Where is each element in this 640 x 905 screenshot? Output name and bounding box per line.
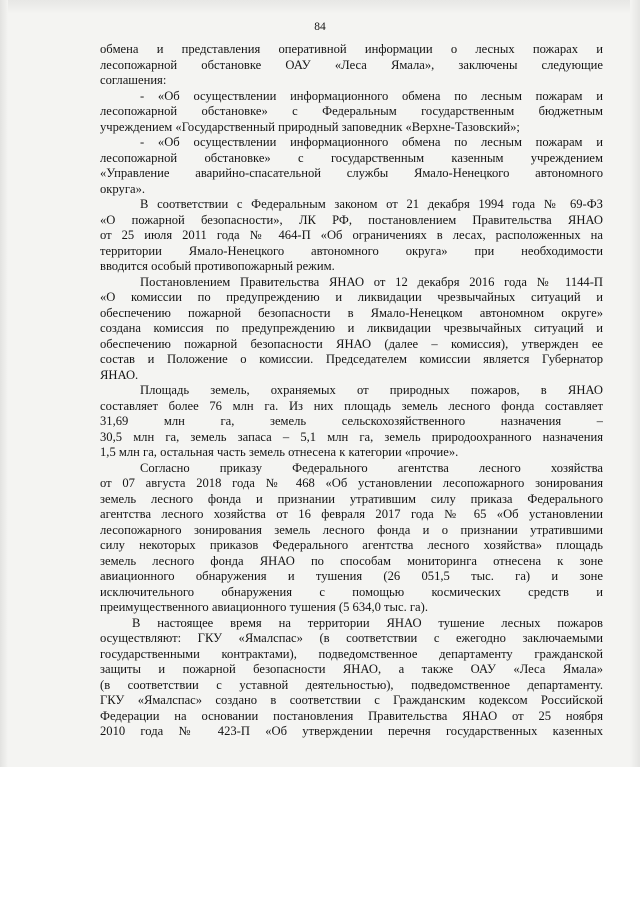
document-body xyxy=(100,42,603,740)
text-line: обеспечению пожарной безопасности в Ямало-Ненецком автономном округе» xyxy=(100,305,603,320)
text-line: преимущественного авиационного тушения (5 634,0 тыс. га). xyxy=(100,600,428,614)
paragraph-agreement-rescue-service xyxy=(100,135,603,197)
paragraph-commission xyxy=(100,275,603,384)
text-line: В настоящее время на территории ЯНАО тушение лесных пожаров xyxy=(132,615,603,630)
text-line: ГКУ «Ямалспас» создано в соответствии с Гражданским кодексом Российской xyxy=(100,693,603,707)
text-line: создана комиссия по предупреждению и ликвидации чрезвычайных ситуаций и xyxy=(100,321,603,335)
text-line: лесопожарной обстановке ОАУ «Леса Ямала», заключены следующие xyxy=(100,57,603,72)
text-line: земель лесного фонда и признании утратившим силу приказа Федерального xyxy=(100,491,603,506)
text-line: от 25 июля 2011 года № 464-П «Об ограничениях в лесах, расположенных на xyxy=(100,228,603,242)
text-line: составляет более 76 млн га. Из них площадь земель лесного фонда составляет xyxy=(100,398,603,413)
text-line: 30,5 млн га, земель запаса – 5,1 млн га, земель природоохранного назначения xyxy=(100,429,603,444)
text-line: государственными контрактами), подведомственное департаменту гражданской xyxy=(100,646,603,661)
text-line: состав и Положение о комиссии. Председателем комиссии является Губернатор xyxy=(100,352,603,366)
text-line: «О комиссии по предупреждению и ликвидации чрезвычайных ситуаций и xyxy=(100,290,603,304)
text-line: защиты и пожарной безопасности ЯНАО, а также ОАУ «Леса Ямала» xyxy=(100,662,603,676)
text-line: исключительного обнаружения с помощью космических средств и xyxy=(100,584,603,599)
text-line: 2010 года № 423-П «Об утверждении перечня государственных казенных xyxy=(100,724,603,738)
text-line: 1,5 млн га, остальная часть земель отнесена к категории «прочие». xyxy=(100,445,459,459)
text-line: (в соответствии с уставной деятельностью), подведомственное департаменту. xyxy=(100,677,603,692)
text-line: «О пожарной безопасности», ЛК РФ, постановлением Правительства ЯНАО xyxy=(100,212,603,227)
paragraph-fire-regime xyxy=(100,197,603,275)
text-line: соглашения: xyxy=(100,73,167,87)
text-line: - «Об осуществлении информационного обмена по лесным пожарам и xyxy=(140,88,603,103)
text-line: территории Ямало-Ненецкого автономного округа» при необходимости xyxy=(100,243,603,258)
paragraph-firefighting-organizations xyxy=(100,616,603,740)
text-line: земель лесного фонда ЯНАО по способам мониторинга отнесена к зоне xyxy=(100,553,603,568)
paragraph-agreements-intro xyxy=(100,42,603,89)
text-line: Согласно приказу Федерального агентства лесного хозяйства xyxy=(140,460,603,475)
paragraph-agreement-zapovednik xyxy=(100,89,603,136)
paragraph-zoning-order xyxy=(100,461,603,616)
text-line: обмена и представления оперативной информации о лесных пожарах и xyxy=(100,42,603,56)
text-line: «Управление аварийно-спасательной службы Ямало-Ненецкого автономного xyxy=(100,166,603,180)
text-line: - «Об осуществлении информационного обмена по лесным пожарам и xyxy=(140,135,603,149)
paragraph-land-area xyxy=(100,383,603,461)
text-line: лесопожарной обстановке» с государственным казенным учреждением xyxy=(100,150,603,165)
text-line: ЯНАО. xyxy=(100,367,139,382)
text-line: Площадь земель, охраняемых от природных пожаров, в ЯНАО xyxy=(140,383,603,397)
text-line: обеспечению пожарной безопасности ЯНАО (далее – комиссия), утвержден ее xyxy=(100,336,603,351)
text-line: лесопожарного зонирования земель лесного фонда и о признании утратившими xyxy=(100,522,603,537)
text-line: Постановлением Правительства ЯНАО от 12 декабря 2016 года № 1144-П xyxy=(140,274,603,289)
page-number: 84 xyxy=(314,21,326,33)
text-line: учреждением «Государственный природный заповедник «Верхне-Тазовский»; xyxy=(100,119,520,134)
text-line: осуществляют: ГКУ «Ямалспас» (в соответствии с ежегодно заключаемыми xyxy=(100,631,603,645)
scan-edge-top xyxy=(0,0,640,14)
text-line: Федерации на основании постановления Правительства ЯНАО от 25 ноября xyxy=(100,708,603,723)
text-line: силу некоторых приказов Федерального агентства лесного хозяйства» площадь xyxy=(100,538,603,552)
text-line: вводится особый противопожарный режим. xyxy=(100,259,335,273)
text-line: агентства лесного хозяйства от 16 февраля 2017 года № 65 «Об установлении xyxy=(100,507,603,521)
text-line: авиационного обнаружения и тушения (26 051,5 тыс. га) и зоне xyxy=(100,569,603,583)
text-line: 31,69 млн га, земель сельскохозяйственного назначения – xyxy=(100,414,603,428)
scan-edge-right xyxy=(630,0,640,767)
text-line: от 07 августа 2018 года № 468 «Об установлении лесопожарного зонирования xyxy=(100,476,603,490)
scan-edge-left xyxy=(0,0,8,767)
text-line: лесопожарной обстановке» с Федеральным государственным бюджетным xyxy=(100,104,603,118)
text-line: округа». xyxy=(100,181,146,196)
text-line: В соответствии с Федеральным законом от 21 декабря 1994 года № 69-ФЗ xyxy=(140,197,603,211)
